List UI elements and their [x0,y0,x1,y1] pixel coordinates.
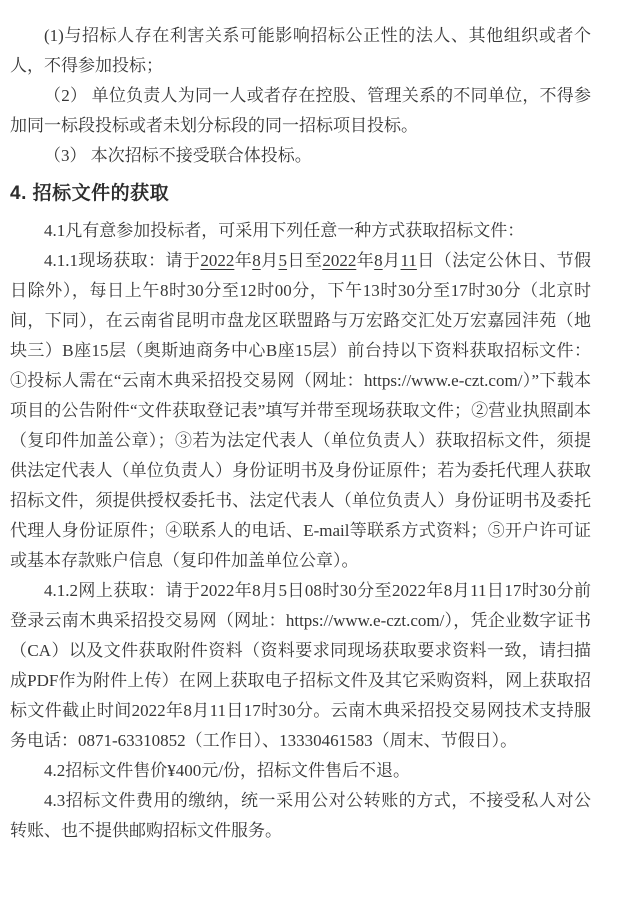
section-4-heading [10,178,591,210]
clause-4-1-2-online-acquisition [10,576,591,756]
clause-3-no-consortium [10,141,591,171]
underlined-text-run: 11 [400,251,417,270]
text-run: 月 [260,251,279,270]
text-run: 年 [234,251,253,270]
text-run: 年 [356,251,375,270]
text-run: 4.1.1现场获取：请于 [44,251,201,270]
clause-4-2-document-price [10,756,591,786]
clause-4-3-payment-method [10,786,591,846]
text-run: 4. 招标文件的获取 [10,183,170,204]
clause-4-1-intro [10,216,591,246]
text-run: （3） 本次招标不接受联合体投标。 [44,146,312,165]
text-run: （2） 单位负责人为同一人或者存在控股、管理关系的不同单位，不得参加同一标段投标或者未划分标段的同一招标项目投标。 [10,86,591,135]
text-run: 日至 [287,251,323,270]
underlined-text-run: 5 [278,251,288,270]
text-run: 4.1.2网上获取：请于2022年8月5日08时30分至2022年8月11日17时30分前登录云南木典采招投交易网（网址：https://www.e-czt.com/），凭企业数字证书（CA）以及文件获取附件资料（资料要求同现场获取要求资料一致，请扫描成PDF作为附件上传）在网上获取电子招标文件及其它采购资料，网上获取招标文件截止时间2022年8月11日17时30分。云南木典采招投交易网技术支持服务电话：0871-63310852（工作日）、13330461583（周末、节假日）。 [10,581,591,750]
text-run: 4.2招标文件售价¥400元/份，招标文件售后不退。 [44,761,410,780]
underlined-text-run: 8 [374,251,383,270]
clause-4-1-1-onsite-acquisition [10,246,591,576]
clause-1-conflict-of-interest [10,21,591,81]
text-run: 4.1凡有意参加投标者，可采用下列任意一种方式获取招标文件： [44,221,525,240]
underlined-text-run: 2022 [322,251,357,270]
underlined-text-run: 2022 [200,251,235,270]
text-run: 日（法定公休日、节假日除外），每日上午8时30分至12时00分，下午13时30分至17时30分（北京时间，下同），在云南省昆明市盘龙区联盟路与万宏路交汇处万宏嘉园沣苑（地块三）B座15层（奥斯迪商务中心B座15层）前台持以下资料获取招标文件：①投标人需在“云南木典采招投交易网（网址：https://www.e-czt.com/）”下载本项目的公告附件“文件获取登记表”填写并带至现场获取文件；②营业执照副本（复印件加盖公章）；③若为法定代表人（单位负责人）获取招标文件，须提供法定代表人（单位负责人）身份证明书及身份证原件；若为委托代理人获取招标文件，须提供授权委托书、法定代表人（单位负责人）身份证明书及委托代理人身份证原件；④联系人的电话、E-mail等联系方式资料；⑤开户许可证或基本存款账户信息（复印件加盖单位公章）。 [10,251,592,570]
text-run: 4.3招标文件费用的缴纳，统一采用公对公转账的方式，不接受私人对公转账、也不提供邮购招标文件服务。 [10,791,591,840]
underlined-text-run: 8 [252,251,261,270]
clause-2-same-responsible-person [10,81,591,141]
text-run: (1)与招标人存在利害关系可能影响招标公正性的法人、其他组织或者个人，不得参加投标； [10,26,591,75]
text-run: 月 [382,251,401,270]
